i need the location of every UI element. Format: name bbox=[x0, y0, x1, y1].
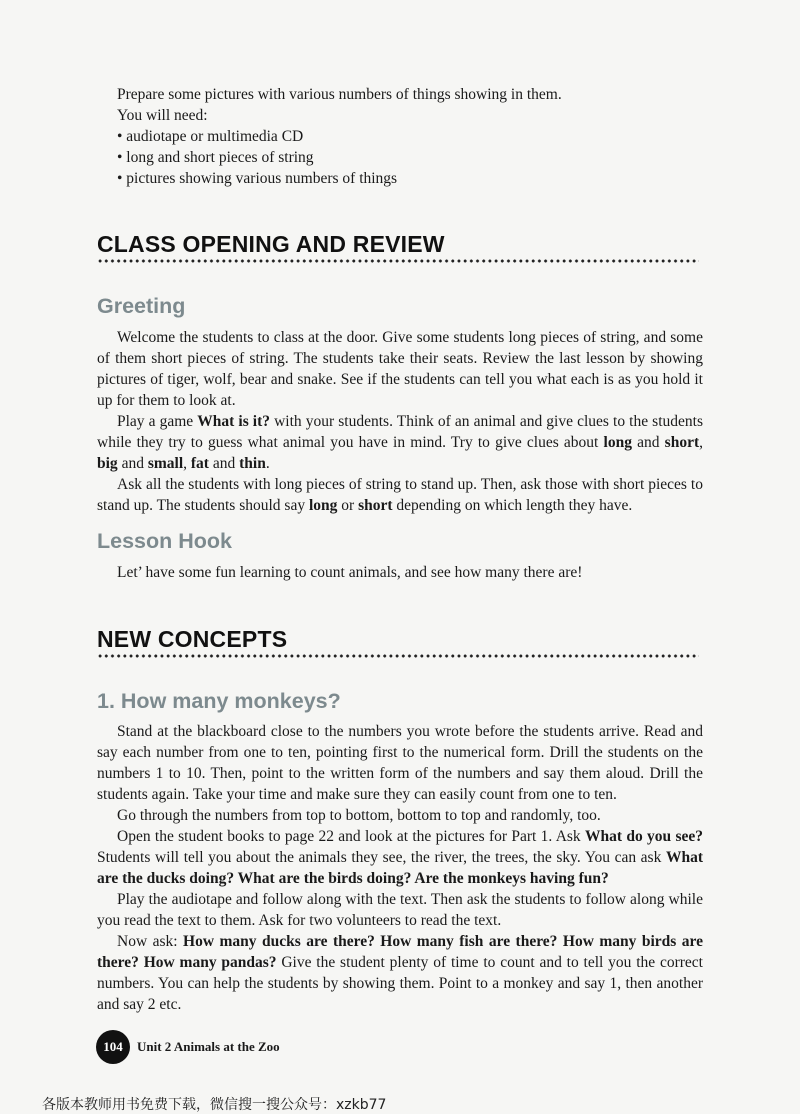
prep-intro: Prepare some pictures with various numbers of things showing in them. bbox=[117, 86, 562, 103]
section-title-new-concepts: NEW CONCEPTS bbox=[97, 626, 288, 652]
prep-item: • pictures showing various numbers of things bbox=[117, 170, 398, 187]
prep-item: • long and short pieces of string bbox=[117, 149, 314, 166]
paragraph: Now ask: How many ducks are there? How many fish are there? How many birds are there? How many pandas? Give the student plenty of time to count and to tell you the correct numbers. You can help the students by showing them. Point to a monkey and say 1, then another and say 2 etc. bbox=[97, 933, 704, 1013]
subheading-how-many-monkeys: 1. How many monkeys? bbox=[97, 689, 341, 713]
running-footer: Unit 2 Animals at the Zoo bbox=[137, 1039, 280, 1054]
subheading-lesson-hook: Lesson Hook bbox=[97, 529, 232, 553]
paragraph: Play the audiotape and follow along with the text. Then ask the students to follow along while you read the text to them. Ask for two volunteers to read the text. bbox=[97, 891, 703, 929]
dotted-divider bbox=[97, 258, 699, 264]
paragraph: Let’ have some fun learning to count animals, and see how many there are! bbox=[117, 564, 583, 581]
paragraph: Open the student books to page 22 and look at the pictures for Part 1. Ask What do you see? Students will tell you about the animals they see, the river, the trees, the sky. You can ask What are the ducks doing? What are the birds doing? Are the monkeys having fun? bbox=[97, 828, 703, 887]
dotted-divider bbox=[97, 653, 699, 659]
prep-item: • audiotape or multimedia CD bbox=[117, 128, 304, 145]
section-title-class-opening: CLASS OPENING AND REVIEW bbox=[97, 231, 445, 257]
paragraph: Play a game What is it? with your students. Think of an animal and give clues to the students while they try to guess what animal you have in mind. Try to give clues about long and short, big and small, fat and thin. bbox=[97, 413, 703, 472]
paragraph: Welcome the students to class at the door. Give some students long pieces of string, and some of them short pieces of string. The students take their seats. Review the last lesson by showing pictures of tiger, wolf, bear and snake. See if the students can tell you what each is as you hold it up for them to look at. bbox=[97, 329, 703, 409]
paragraph: Ask all the students with long pieces of string to stand up. Then, ask those with short pieces to stand up. The students should say long or short depending on which length they have. bbox=[97, 476, 703, 514]
paragraph: Go through the numbers from top to bottom, bottom to top and randomly, too. bbox=[117, 807, 601, 824]
watermark-text: 各版本教师用书免费下载，微信搜一搜公众号：xzkb77 bbox=[42, 1097, 387, 1113]
paragraph: Stand at the blackboard close to the numbers you wrote before the students arrive. Read and say each number from one to ten, pointing first to the numerical form. Drill the students on the numbers 1 to 10. Then, point to the written form of the numbers and say them aloud. Drill the students again. Take your time and make sure they can easily count from one to ten. bbox=[97, 723, 703, 803]
preparation-block bbox=[117, 84, 562, 189]
prep-need-label: You will need: bbox=[117, 107, 208, 124]
page-number-badge: 104 bbox=[96, 1030, 130, 1064]
subheading-greeting: Greeting bbox=[97, 294, 186, 318]
